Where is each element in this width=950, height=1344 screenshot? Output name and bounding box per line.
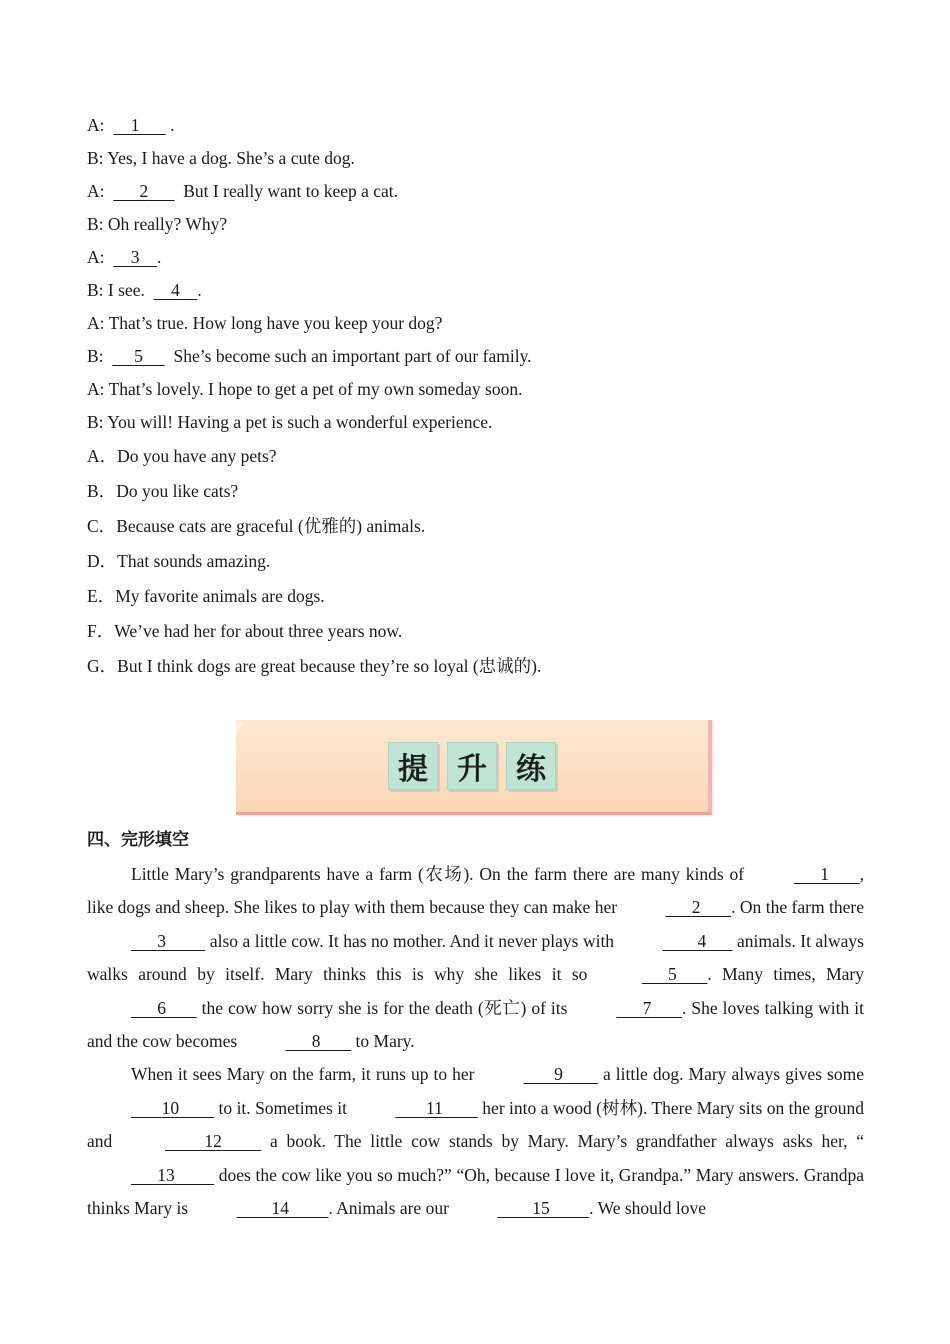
- cloze-blank-7: 7: [642, 997, 652, 1018]
- cloze-blank-8: 8: [311, 1031, 321, 1052]
- cloze-blank-1: 1: [820, 864, 829, 884]
- banner-tiles: [388, 742, 556, 790]
- dialogue-line-2: B: Yes, I have a dog. She’s a cute dog.: [87, 148, 355, 168]
- cloze-paragraph-2: When it sees Mary on the farm, it runs up to her 9 a little dog. Mary always gives some 10 to it. Sometimes it 11 her into a wood (树林). There Mary sits on the ground and 12 a book. The little cow stands by Mary. Mary’s grandfather always asks her, “ 13 does the cow like you so much?” “Oh, because I love it, Grandpa.” Mary answers. Grandpa thinks Mary is 14 . Animals are our 15 . We should love: [87, 1058, 864, 1225]
- cloze-blank-15: 15: [532, 1198, 550, 1219]
- banner-tile: 升: [447, 742, 497, 790]
- option-d: D．That sounds amazing.: [87, 551, 271, 571]
- cloze-blank-6: 6: [157, 997, 166, 1018]
- option-c: C．Because cats are graceful (优雅的) animals.: [87, 516, 426, 536]
- dialogue-line-3: A: 2 But I really want to keep a cat.: [87, 181, 399, 201]
- section-title: 四、完形填空: [87, 830, 189, 850]
- cloze-blank-12: 12: [204, 1131, 222, 1152]
- cloze-passage: [87, 858, 864, 1225]
- banner-tile: 练: [506, 742, 556, 790]
- banner-tile: 提: [388, 742, 438, 790]
- cloze-blank-13: 13: [157, 1164, 175, 1185]
- dialogue-line-6: B: I see. 4 .: [87, 280, 202, 300]
- blank-3: 3: [130, 247, 140, 267]
- blank-2: 2: [139, 181, 149, 201]
- cloze-blank-3: 3: [157, 930, 166, 951]
- blank-1: 1: [130, 115, 140, 135]
- dialogue-line-8: B: 5 She’s become such an important part of our family.: [87, 346, 532, 366]
- blank-5: 5: [134, 346, 143, 366]
- option-b: B．Do you like cats?: [87, 481, 239, 501]
- option-f: F．We’ve had her for about three years now.: [87, 621, 403, 641]
- blank-4: 4: [171, 280, 180, 300]
- dialogue-line-1: A: 1 .: [87, 115, 175, 135]
- cloze-blank-9: 9: [554, 1064, 563, 1085]
- dialogue-line-10: B: You will! Having a pet is such a wonderful experience.: [87, 412, 493, 432]
- dialogue-line-4: B: Oh really? Why?: [87, 214, 228, 234]
- option-e: E．My favorite animals are dogs.: [87, 586, 325, 606]
- cloze-blank-5: 5: [668, 964, 677, 985]
- cloze-paragraph-1: Little Mary’s grandparents have a farm (农场). On the farm there are many kinds of 1 , like dogs and sheep. She likes to play with them because they can make her 2 . On the farm there 3 also a little cow. It has no mother. And it never plays with 4 animals. It always walks around by itself. Mary thinks this is why she likes it so 5 . Many times, Mary 6 the cow how sorry she is for the death (死亡) of its 7 . She loves talking with it and the cow becomes 8 to Mary.: [87, 858, 864, 1058]
- cloze-blank-2: 2: [691, 897, 701, 918]
- cloze-blank-14: 14: [271, 1198, 289, 1219]
- cloze-blank-4: 4: [697, 930, 707, 951]
- option-a: A．Do you have any pets?: [87, 446, 277, 466]
- dialogue-line-9: A: That’s lovely. I hope to get a pet of my own someday soon.: [87, 379, 523, 399]
- dialogue-line-7: A: That’s true. How long have you keep your dog?: [87, 313, 443, 333]
- cloze-blank-11: 11: [426, 1097, 443, 1118]
- cloze-blank-10: 10: [161, 1097, 180, 1118]
- option-g: G．But I think dogs are great because they’re so loyal (忠诚的).: [87, 656, 542, 676]
- section-banner: [236, 720, 712, 815]
- banner-stripe: [236, 720, 244, 815]
- dialogue-line-5: A: 3 .: [87, 247, 162, 267]
